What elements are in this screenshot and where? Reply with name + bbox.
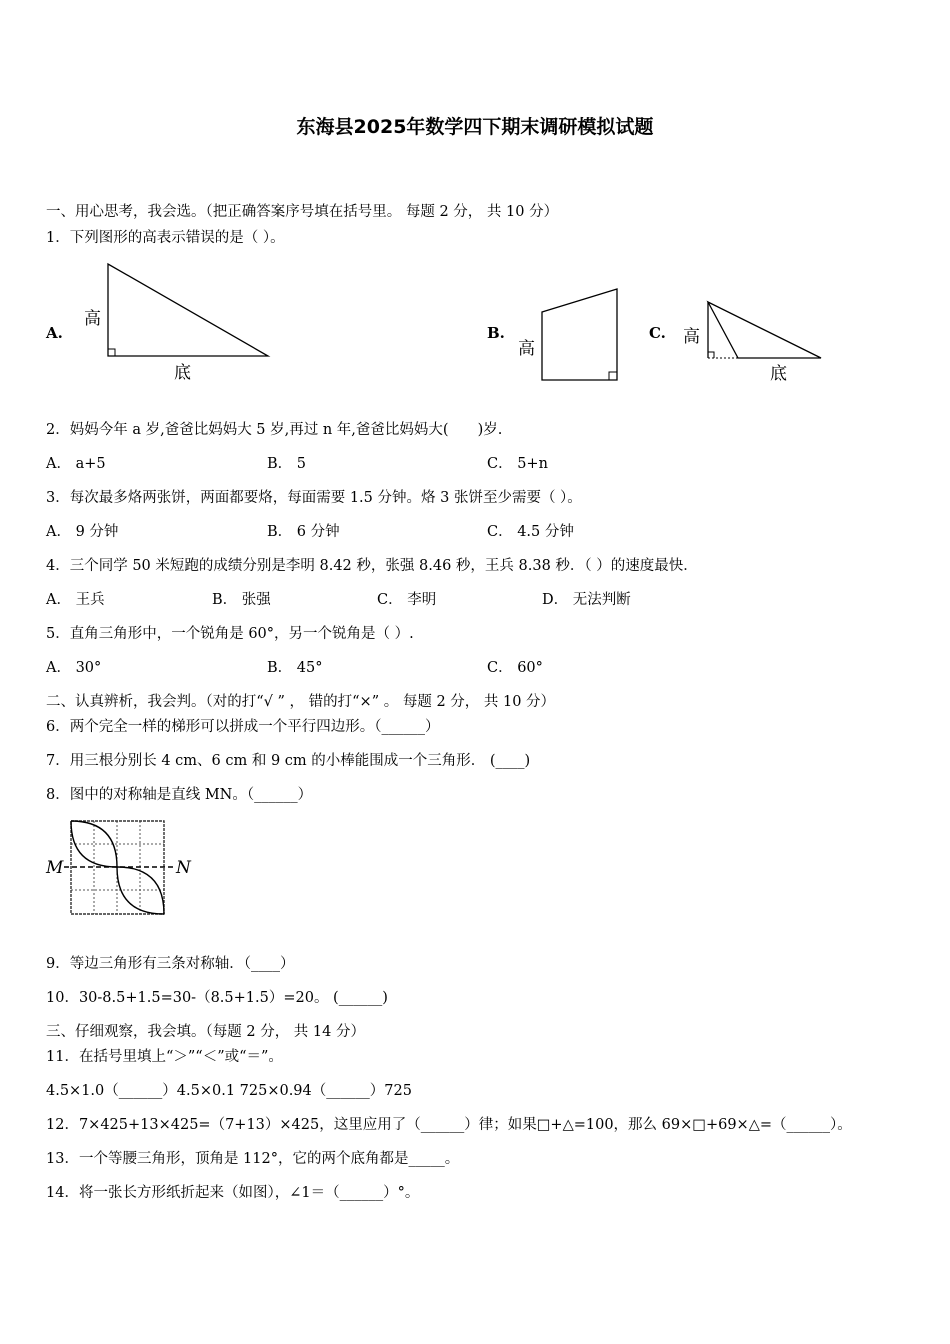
q1-option-a-label: A. [46, 324, 63, 342]
q1b-height-label: 高 [518, 339, 535, 359]
q1a-height-label: 高 [84, 309, 101, 329]
q1-figure-b [512, 282, 632, 386]
q5-option-b: B． 45° [267, 660, 323, 676]
question-7: 7．用三根分别长 4 cm、6 cm 和 9 cm 的小棒能围成一个三角形． (____) [46, 753, 531, 769]
question-1: 1．下列图形的高表示错误的是（ ）。 [46, 230, 285, 246]
section1-header: 一、用心思考，我会选。（把正确答案序号填在括号里。 每题 2 分， 共 10 分） [46, 204, 559, 220]
question-13: 13．一个等腰三角形，顶角是 112°，它的两个底角都是_____。 [46, 1151, 460, 1167]
question-6: 6．两个完全一样的梯形可以拼成一个平行四边形。（______） [46, 719, 440, 735]
q1c-height-label: 高 [683, 327, 700, 347]
q2-option-c: C． 5+n [487, 456, 548, 472]
q1c-base-label: 底 [770, 364, 787, 384]
section2-header: 二、认真辨析，我会判。（对的打“√ ” ， 错的打“×” 。 每题 2 分， 共 10 分） [46, 694, 556, 710]
question-3: 3．每次最多烙两张饼，两面都要烙，每面需要 1.5 分钟。烙 3 张饼至少需要（ ）。 [46, 490, 582, 506]
q4-option-d: D． 无法判断 [542, 592, 631, 608]
q1-figure-c [680, 296, 830, 386]
section3-header: 三、仔细观察，我会填。（每题 2 分， 共 14 分） [46, 1024, 365, 1040]
q2-option-b: B． 5 [267, 456, 306, 472]
q5-option-c: C． 60° [487, 660, 543, 676]
question-5: 5．直角三角形中，一个锐角是 60°，另一个锐角是（ ）. [46, 626, 414, 642]
question-8: 8．图中的对称轴是直线 MN。（______） [46, 787, 313, 803]
question-9: 9．等边三角形有三条对称轴．（____） [46, 956, 295, 972]
q1-option-c-label: C. [649, 324, 666, 342]
q5-option-a: A． 30° [46, 660, 102, 676]
q1a-base-label: 底 [174, 363, 191, 383]
question-14: 14．将一张长方形纸折起来（如图），∠1＝（______）°。 [46, 1185, 420, 1201]
q8-label-m: M [46, 858, 64, 878]
q4-option-b: B． 张强 [212, 592, 271, 608]
question-2: 2．妈妈今年 a 岁,爸爸比妈妈大 5 岁,再过 n 年,爸爸比妈妈大( )岁. [46, 422, 503, 438]
question-10: 10．30-8.5+1.5=30-（8.5+1.5）=20。 (______) [46, 990, 388, 1006]
q2-option-a: A． a+5 [46, 456, 106, 472]
q8-grid-figure [44, 818, 196, 918]
q8-label-n: N [176, 858, 191, 878]
question-12: 12．7×425+13×425=（7+13）×425，这里应用了（______）律；如果□+△=100，那么 69×□+69×△=（______）。 [46, 1117, 852, 1133]
question-4: 4．三个同学 50 米短跑的成绩分别是李明 8.42 秒，张强 8.46 秒，王兵 8.38 秒．（ ）的速度最快． [46, 558, 698, 574]
question-11-comparisons: 4.5×1.0（______）4.5×0.1 725×0.94（______）725 [46, 1083, 412, 1099]
q3-option-c: C． 4.5 分钟 [487, 524, 574, 540]
q1-figure-a [78, 258, 278, 388]
page-title: 东海县2025年数学四下期末调研模拟试题 [296, 116, 654, 138]
q3-option-a: A． 9 分钟 [46, 524, 119, 540]
question-11: 11．在括号里填上“＞”“＜”或“＝”。 [46, 1049, 283, 1065]
q4-option-a: A． 王兵 [46, 592, 105, 608]
q3-option-b: B． 6 分钟 [267, 524, 340, 540]
q4-option-c: C． 李明 [377, 592, 437, 608]
q1-option-b-label: B. [487, 324, 505, 342]
